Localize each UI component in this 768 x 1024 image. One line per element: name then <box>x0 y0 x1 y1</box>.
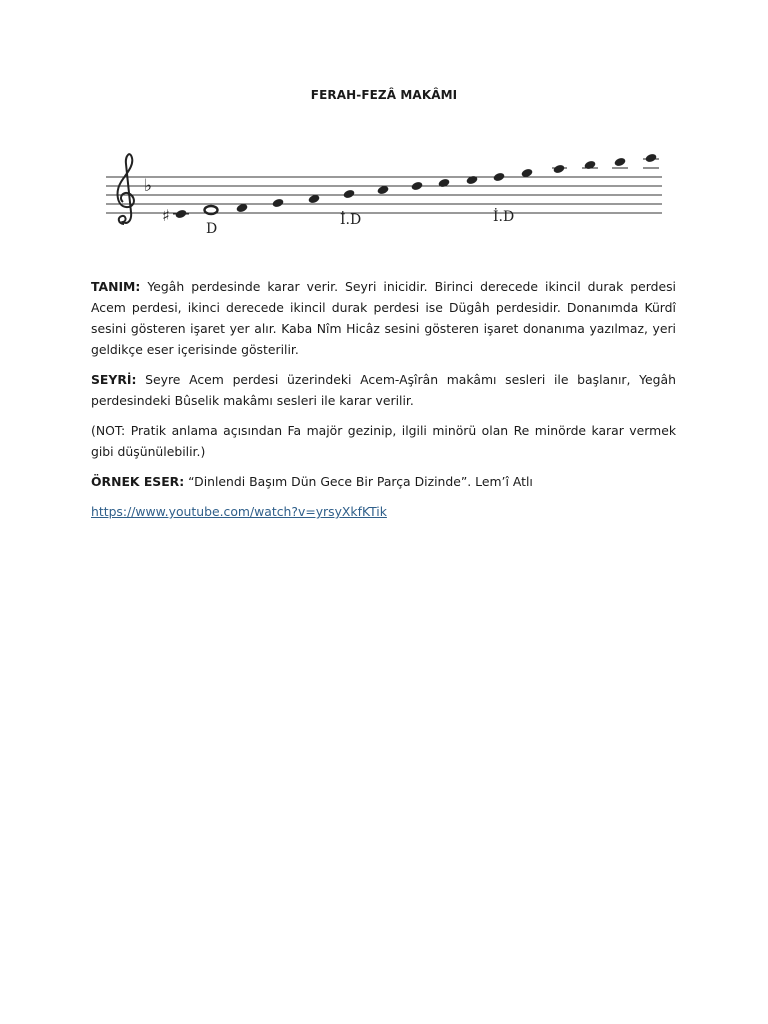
seyri-label: SEYRİ: <box>91 372 137 387</box>
tanim-text: Yegâh perdesinde karar verir. Seyri inicidir. Birinci derecede ikincil durak perdesi Acem perdesi, ikinci derecede ikincil durak perdesi ise Dügâh perdesidir. Donanımda Kürdî sesini gösteren işaret yer alır. Kaba Nîm Hicâz sesini gösteren işaret donanıma yazılmaz, yeri geldikçe eser içerisinde gösterilir. <box>91 279 676 357</box>
note-a <box>343 189 356 200</box>
music-staff-svg <box>100 144 670 240</box>
sharp-accidental: ♯ <box>162 206 170 225</box>
flat-key-signature: ♭ <box>144 176 153 196</box>
note-d3 <box>645 153 658 164</box>
note-d <box>438 178 451 189</box>
paragraph-link <box>91 501 676 522</box>
note-d-whole <box>205 206 218 214</box>
treble-clef-icon <box>118 154 134 224</box>
note-e2 <box>466 175 479 186</box>
ornek-eser-label: ÖRNEK ESER: <box>91 474 185 489</box>
note-a2 <box>553 164 566 175</box>
note-f2 <box>493 172 506 183</box>
not-text: (NOT: Pratik anlama açısından Fa majör gezinip, ilgili minörü olan Re minörde karar vermek gibi düşünülebilir.) <box>91 423 676 459</box>
body-text <box>91 276 676 531</box>
ornek-eser-text: “Dinlendi Başım Dün Gece Bir Parça Dizinde”. Lem’î Atlı <box>184 474 533 489</box>
label-ikincil-durak-2: İ.D <box>493 209 515 225</box>
label-ikincil-durak-1: İ.D <box>340 212 362 228</box>
label-durak: D <box>206 221 218 237</box>
staff-lines <box>106 177 662 213</box>
paragraph-tanim <box>91 276 676 360</box>
note-bb2 <box>584 160 597 171</box>
tanim-label: TANIM: <box>91 279 141 294</box>
youtube-link[interactable]: https://www.youtube.com/watch?v=yrsyXkfKTik <box>91 504 387 519</box>
paragraph-seyri <box>91 369 676 411</box>
page-title: FERAH-FEZÂ MAKÂMI <box>310 88 458 102</box>
note-c3 <box>614 157 627 168</box>
music-staff-figure <box>100 144 670 240</box>
paragraph-not <box>91 420 676 462</box>
seyri-text: Seyre Acem perdesi üzerindeki Acem-Aşîrân makâmı sesleri ile başlanır, Yegâh perdesindeki Bûselik makâmı sesleri ile karar verilir. <box>91 372 676 408</box>
note-f <box>272 198 285 209</box>
paragraph-ornek-eser <box>91 471 676 492</box>
note-c <box>411 181 424 192</box>
